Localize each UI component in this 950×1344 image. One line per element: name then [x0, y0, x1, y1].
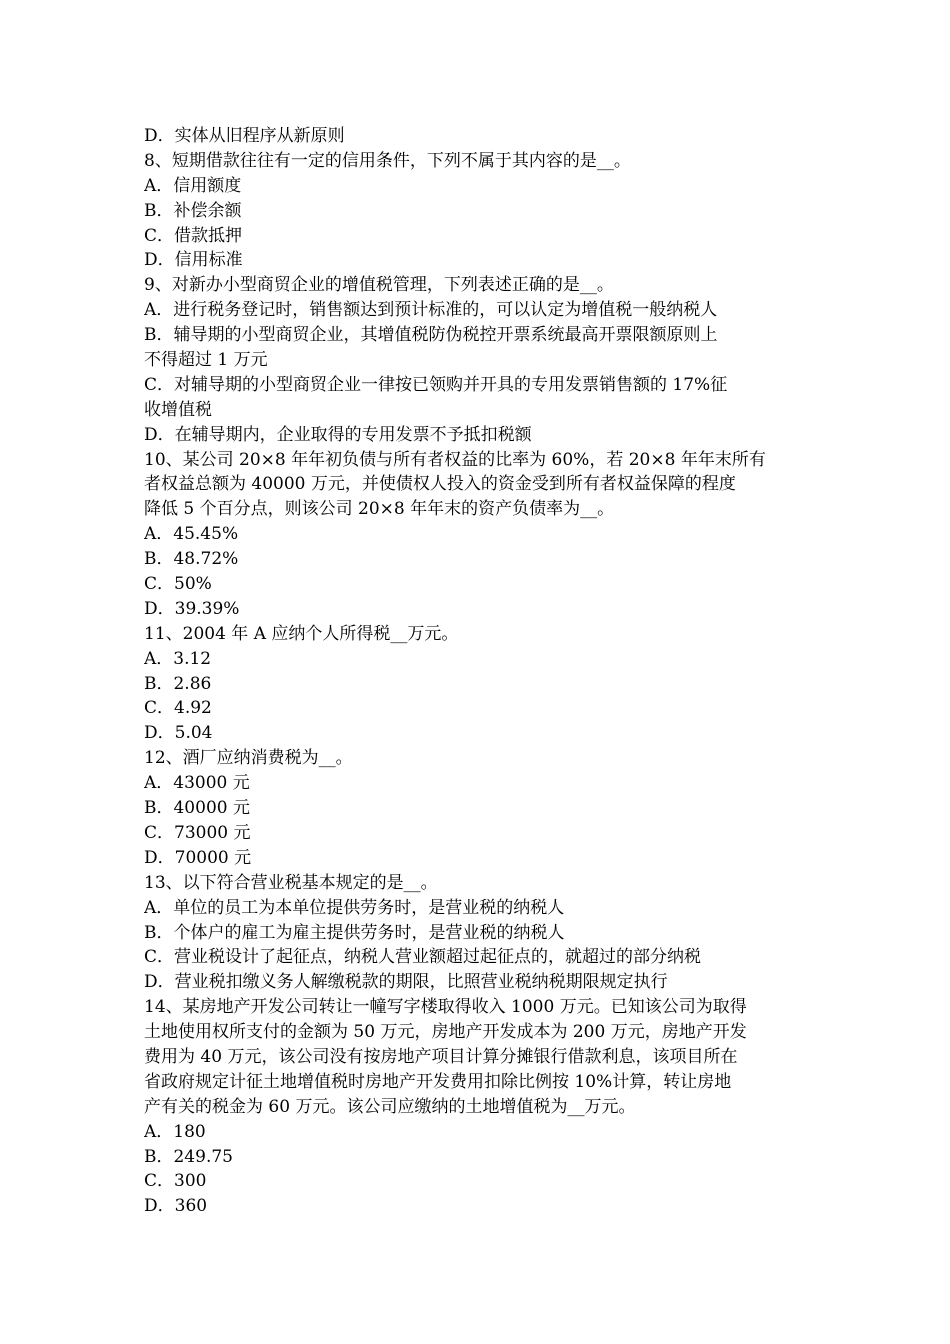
- option-line: D．在辅导期内，企业取得的专用发票不予抵扣税额: [144, 424, 532, 445]
- question-line: 省政府规定计征土地增值税时房地产开发费用扣除比例按 10%计算，转让房地: [144, 1071, 732, 1092]
- option-line: B．辅导期的小型商贸企业，其增值税防伪税控开票系统最高开票限额原则上: [144, 325, 718, 346]
- option-line: A．进行税务登记时，销售额达到预计标准的，可以认定为增值税一般纳税人: [144, 300, 718, 321]
- option-line: B．249.75: [144, 1146, 233, 1167]
- question-line: 13、以下符合营业税基本规定的是__。: [144, 872, 438, 893]
- option-line: D．营业税扣缴义务人解缴税款的期限，比照营业税纳税期限规定执行: [144, 972, 668, 993]
- question-line: 降低 5 个百分点，则该公司 20×8 年年末的资产负债率为__。: [144, 499, 615, 520]
- option-line: B．补偿余额: [144, 200, 242, 221]
- option-line: C．借款抵押: [144, 225, 243, 246]
- option-line: B．个体户的雇工为雇主提供劳务时，是营业税的纳税人: [144, 922, 565, 943]
- question-line: 10、某公司 20×8 年年初负债与所有者权益的比率为 60%，若 20×8 年年末所有: [144, 449, 766, 470]
- option-line: D．360: [144, 1196, 208, 1217]
- question-line: 费用为 40 万元，该公司没有按房地产项目计算分摊银行借款利息，该项目所在: [144, 1046, 738, 1067]
- question-line: 11、2004 年 A 应纳个人所得税__万元。: [144, 623, 459, 644]
- option-line: C．73000 元: [144, 822, 251, 843]
- option-line: 不得超过 1 万元: [144, 350, 268, 371]
- option-line: A．3.12: [144, 648, 212, 669]
- option-line: D．39.39%: [144, 598, 240, 619]
- question-line: 12、酒厂应纳消费税为__。: [144, 748, 353, 769]
- option-line: D．信用标准: [144, 250, 243, 271]
- option-line: D．实体从旧程序从新原则: [144, 126, 345, 146]
- question-line: 9、对新办小型商贸企业的增值税管理，下列表述正确的是__。: [144, 275, 614, 296]
- option-line: C．50%: [144, 574, 212, 595]
- question-line: 14、某房地产开发公司转让一幢写字楼取得收入 1000 万元。已知该公司为取得: [144, 997, 747, 1018]
- option-line: C．300: [144, 1171, 207, 1192]
- question-line: 者权益总额为 40000 万元，并使债权人投入的资金受到所有者权益保障的程度: [144, 474, 736, 495]
- option-line: B．48.72%: [144, 549, 239, 570]
- question-line: 8、短期借款往往有一定的信用条件，下列不属于其内容的是__。: [144, 150, 631, 171]
- option-line: A．单位的员工为本单位提供劳务时，是营业税的纳税人: [144, 897, 565, 918]
- option-line: D．70000 元: [144, 847, 252, 868]
- option-line: 收增值税: [144, 399, 212, 420]
- option-line: C．4.92: [144, 698, 212, 719]
- option-line: A．180: [144, 1121, 206, 1142]
- question-text-block: [144, 124, 809, 1219]
- option-line: C．营业税设计了起征点，纳税人营业额超过起征点的，就超过的部分纳税: [144, 947, 702, 968]
- option-line: A．43000 元: [144, 773, 250, 794]
- question-line: 土地使用权所支付的金额为 50 万元，房地产开发成本为 200 万元，房地产开发: [144, 1022, 747, 1043]
- option-line: B．2.86: [144, 673, 212, 694]
- option-line: D．5.04: [144, 723, 213, 744]
- option-line: A．45.45%: [144, 524, 239, 545]
- option-line: C．对辅导期的小型商贸企业一律按已领购并开具的专用发票销售额的 17%征: [144, 374, 728, 395]
- question-line: 产有关的税金为 60 万元。该公司应缴纳的土地增值税为__万元。: [144, 1096, 636, 1117]
- option-line: B．40000 元: [144, 798, 250, 819]
- option-line: A．信用额度: [144, 175, 242, 196]
